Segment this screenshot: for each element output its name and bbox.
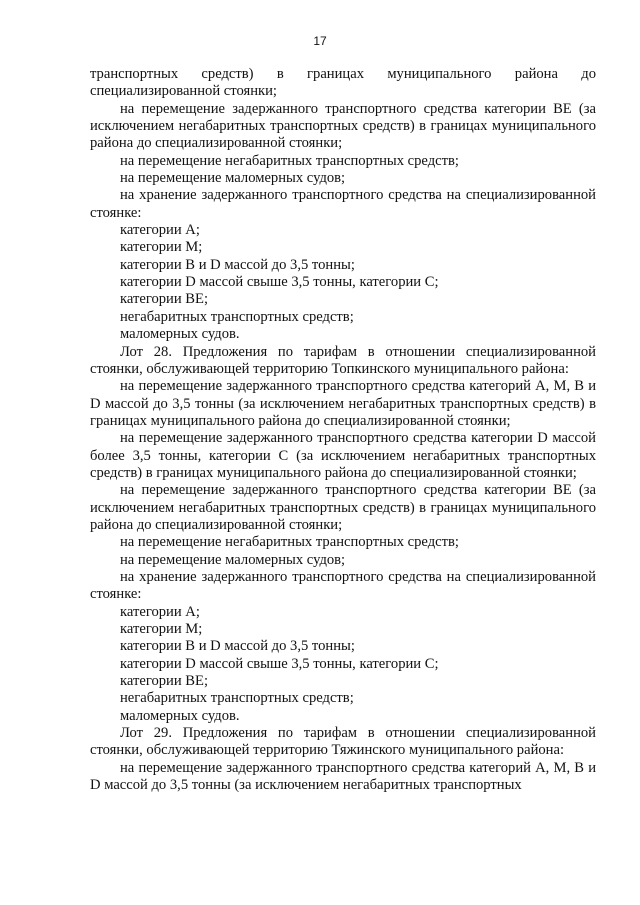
paragraph: на перемещение негабаритных транспортных средств; [120,534,459,551]
document-body [90,66,596,794]
paragraph: категории М; [120,621,203,637]
paragraph: категории М; [120,239,203,256]
lot-heading: Лот 29. Предложения по тарифам в отношении специализированной стоянки, обслуживающей территорию Тяжинского муниципального района: [90,725,596,759]
paragraph: маломерных судов. [120,326,240,343]
page-number: 17 [313,34,327,48]
paragraph: категории D массой свыше 3,5 тонны, категории С; [120,655,439,672]
paragraph: на хранение задержанного транспортного средства на специализированной стоянке: [90,568,596,603]
paragraph: категории В и D массой до 3,5 тонны; [120,638,355,655]
paragraph: категории В и D массой до 3,5 тонны; [120,256,355,273]
paragraph: на перемещение маломерных судов; [120,551,346,568]
paragraph: на хранение задержанного транспортного средства на специализированной стоянке: [90,187,596,221]
paragraph: категории ВЕ; [120,291,209,308]
paragraph: на перемещение задержанного транспортного средства категории D массой более 3,5 тонны, категории С (за исключением негабаритных транспортных средств) в границах муниципального района до специализированной стоянки; [90,430,596,481]
paragraph: категории А; [120,222,200,239]
paragraph: на перемещение задержанного транспортного средства категории ВЕ (за исключением негабаритных транспортных средств) в границах муниципального района до специализированной стоянки; [90,100,596,152]
lot-heading: Лот 28. Предложения по тарифам в отношении специализированной стоянки, обслуживающей территорию Топкинского муниципального района: [90,343,596,377]
paragraph: категории А; [120,603,200,620]
paragraph: категории D массой свыше 3,5 тонны, категории С; [120,274,439,291]
paragraph: на перемещение задержанного транспортного средства категории ВЕ (за исключением негабаритных транспортных средств) в границах муниципального района до специализированной стоянки; [90,482,596,533]
paragraph: на перемещение негабаритных транспортных средств; [120,152,459,169]
paragraph: негабаритных транспортных средств; [120,690,354,707]
paragraph: на перемещение задержанного транспортного средства категорий А, М, В и D массой до 3,5 тонны (за исключением негабаритных транспортных средств) в границах муниципального района до специализированной стоянки; [90,378,596,429]
paragraph: на перемещение маломерных судов; [120,170,346,187]
paragraph: транспортных средств) в границах муниципального района до специализированной стоянки; [90,66,596,100]
paragraph: категории ВЕ; [120,673,209,690]
paragraph: негабаритных транспортных средств; [120,308,354,325]
paragraph: маломерных судов. [120,707,240,724]
paragraph: на перемещение задержанного транспортного средства категорий А, М, В и D массой до 3,5 тонны (за исключением негабаритных транспортных [90,759,596,794]
